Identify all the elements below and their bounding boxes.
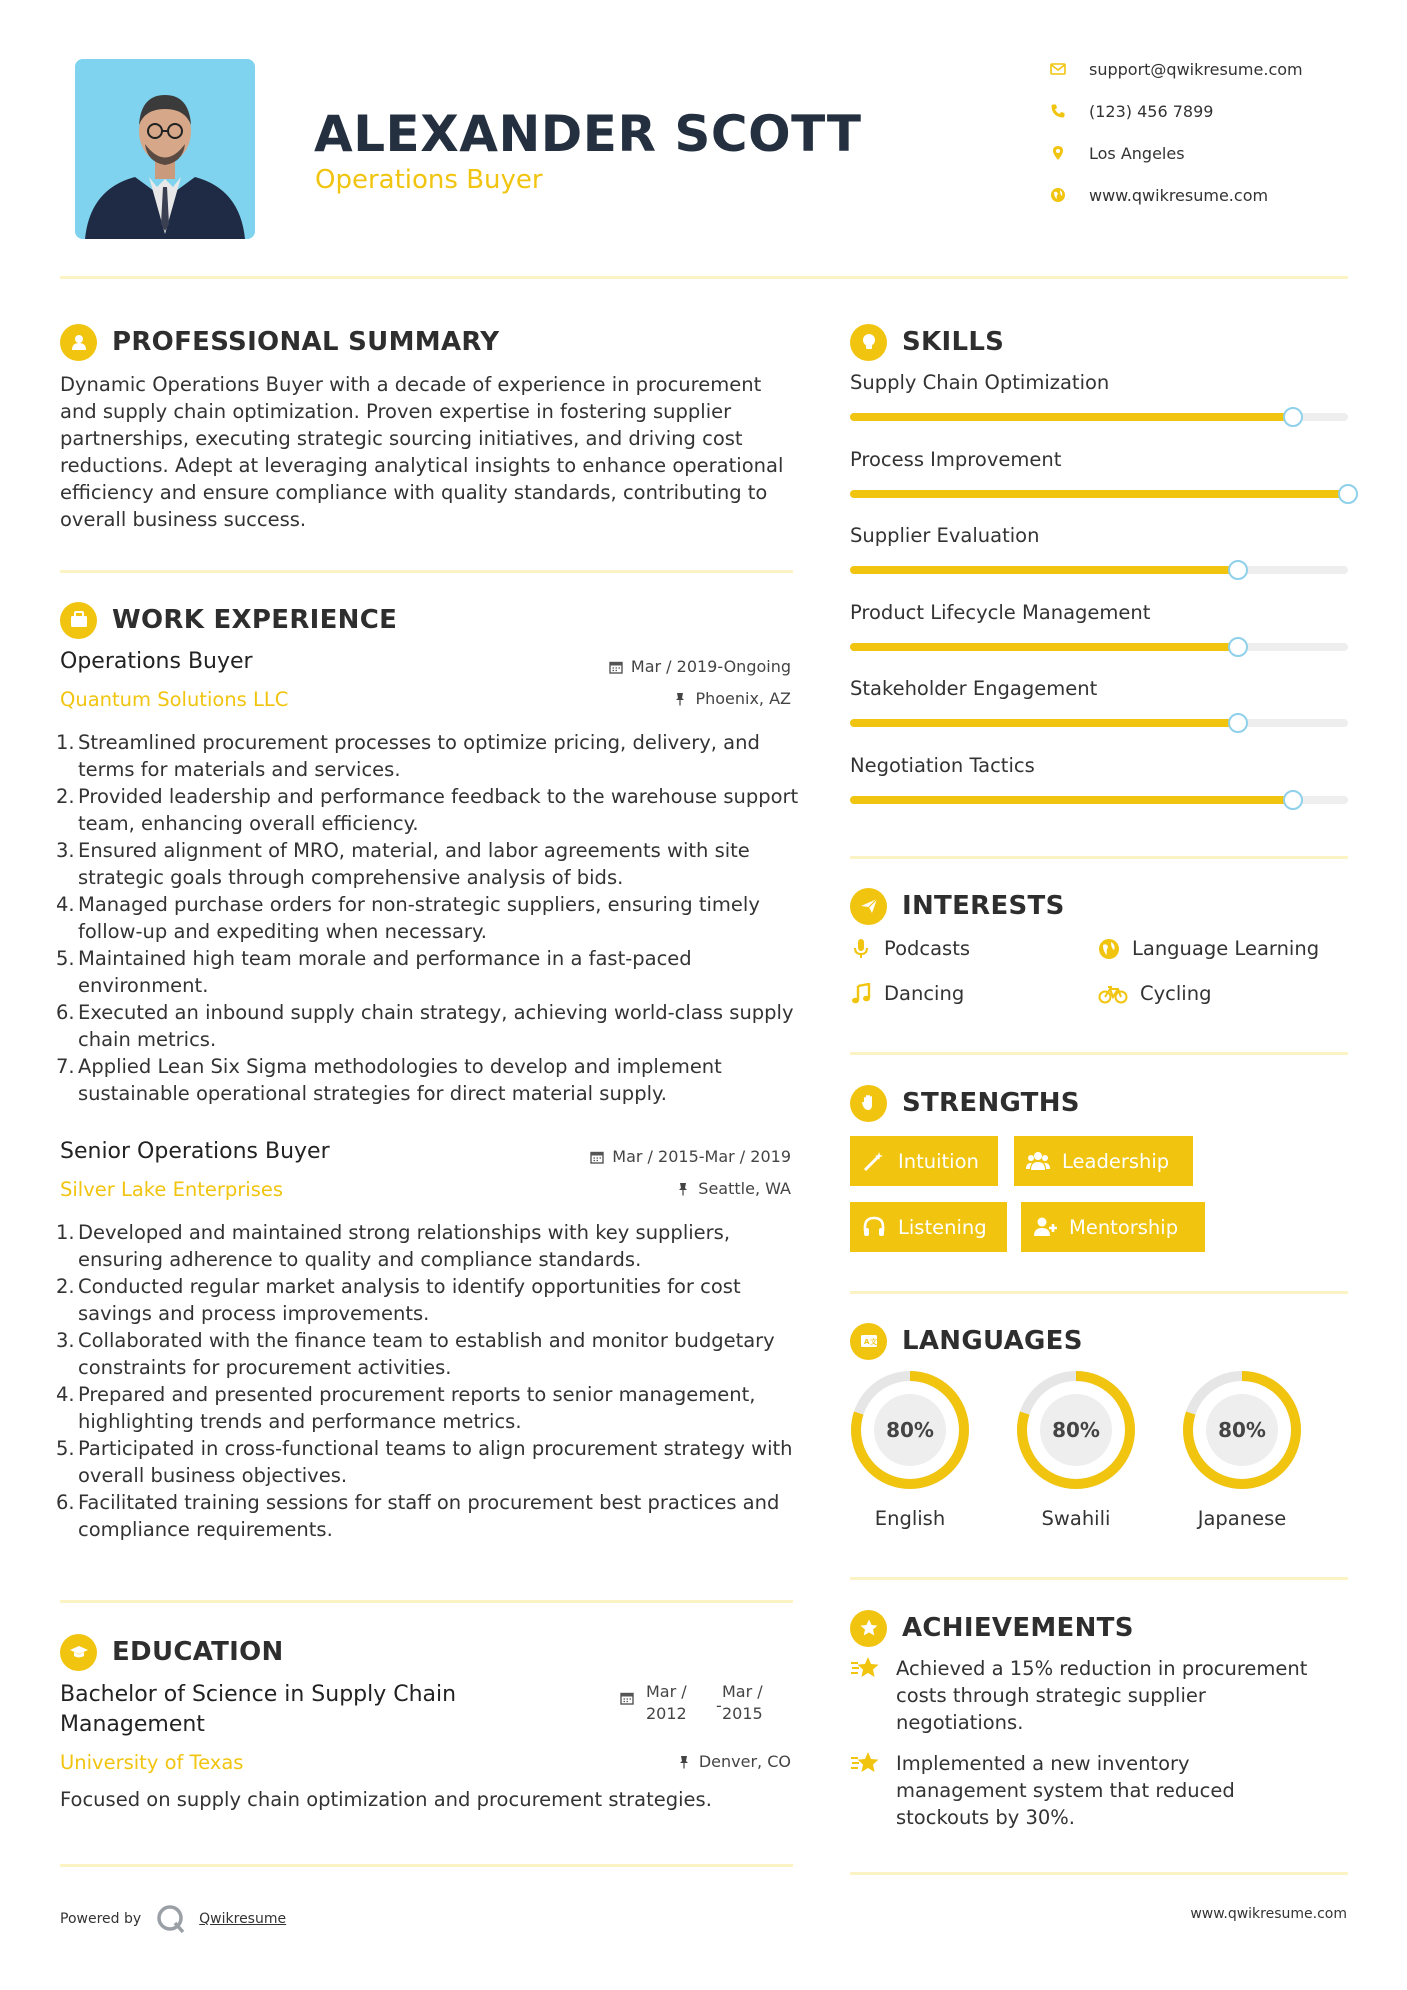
- interest-label: Cycling: [1140, 982, 1212, 1005]
- strength-label: Mentorship: [1069, 1215, 1179, 1239]
- graduation-icon: [60, 1634, 97, 1671]
- skills-heading: [850, 322, 1004, 362]
- job-date: [590, 1147, 791, 1166]
- achievement-line: Achieved a 15% reduction in procurement: [896, 1657, 1308, 1680]
- contact-email-text: support@qwikresume.com: [1089, 59, 1303, 79]
- star-icon: [850, 1610, 887, 1647]
- list-item: 3. Collaborated with the finance team to establish and monitor budgetary constraints for procurement activities.: [56, 1329, 775, 1379]
- list-item: 2. Provided leadership and performance feedback to the warehouse support team, enhancing overall efficiency.: [56, 785, 799, 835]
- interest-item: [1098, 982, 1211, 1005]
- paper-plane-icon: [850, 888, 887, 925]
- education-start-year: 2012: [646, 1704, 687, 1723]
- star-icon: [850, 1655, 880, 1683]
- list-item: 1. Developed and maintained strong relationships with key suppliers, ensuring adherence to quality and compliance standards.: [56, 1221, 731, 1271]
- summary-text: Dynamic Operations Buyer with a decade of experience in procurement and supply chain optimization. Proven expertise in fostering supplier partnerships, executing strategic sourcing initiatives, and driving cost reductions. Adept at leveraging analytical insights to enhance operational efficiency and ensure compliance with quality standards, contributing to overall business success.: [60, 373, 784, 531]
- language-name: Swahili: [1041, 1507, 1111, 1530]
- strength-chip: [1014, 1136, 1193, 1186]
- achievement-line: management system that reduced: [896, 1779, 1235, 1802]
- experience-title: WORK EXPERIENCE: [112, 605, 398, 635]
- footer-url[interactable]: www.qwikresume.com: [1190, 1906, 1347, 1922]
- job-role: Senior Operations Buyer: [60, 1139, 330, 1164]
- interests-divider: [850, 1052, 1348, 1055]
- job-bullets: [56, 1219, 805, 1543]
- language-progress-ring: [1015, 1369, 1137, 1491]
- language-percent: 80%: [1052, 1418, 1100, 1442]
- contact-website-text: www.qwikresume.com: [1089, 185, 1269, 205]
- education-divider: [60, 1864, 793, 1867]
- contact-website[interactable]: [1050, 182, 1268, 208]
- job-date-text: Mar / 2015-Mar / 2019: [612, 1147, 791, 1166]
- education-end-month: Mar /: [722, 1682, 763, 1701]
- skill-bar: [850, 490, 1348, 498]
- calendar-icon: [609, 660, 623, 674]
- achievement-text: [896, 1750, 1235, 1831]
- hand-icon: [850, 1085, 887, 1122]
- user-icon: [60, 324, 97, 361]
- globe-icon: [1098, 938, 1120, 960]
- skill-bar-fill: [850, 490, 1348, 498]
- achievements-divider: [850, 1872, 1348, 1875]
- skill-bar-fill: [850, 719, 1238, 727]
- strengths-heading: [850, 1083, 1080, 1123]
- languages-heading: [850, 1321, 1083, 1361]
- list-item: 5. Maintained high team morale and performance in a fast-paced environment.: [56, 947, 692, 997]
- globe-icon: [1050, 187, 1066, 203]
- list-item: 4. Managed purchase orders for non-strategic suppliers, ensuring timely follow-up and expediting when necessary.: [56, 893, 760, 943]
- star-icon: [850, 1750, 880, 1778]
- job-location: [676, 1179, 791, 1198]
- skill-bar-knob: [1228, 713, 1248, 733]
- pin-icon: [677, 1755, 691, 1769]
- skill-bar-fill: [850, 566, 1238, 574]
- skill-bar: [850, 796, 1348, 804]
- skill-bar: [850, 413, 1348, 421]
- achievements-heading: [850, 1608, 1134, 1648]
- job-location-text: Phoenix, AZ: [695, 689, 791, 708]
- user-plus-icon: [1033, 1216, 1057, 1238]
- summary-divider: [60, 570, 793, 573]
- achievement-text: [896, 1655, 1307, 1736]
- education-title: EDUCATION: [112, 1637, 284, 1667]
- skill-bar-knob: [1228, 560, 1248, 580]
- strength-chip: [850, 1136, 998, 1186]
- job-company: Silver Lake Enterprises: [60, 1178, 284, 1201]
- skill-bar-knob: [1228, 637, 1248, 657]
- interest-item: [850, 982, 964, 1005]
- job-company: Quantum Solutions LLC: [60, 688, 289, 711]
- skills-title: SKILLS: [902, 327, 1005, 357]
- achievement-item: [850, 1750, 1350, 1831]
- svg-text:A: A: [863, 1338, 869, 1346]
- skill-bar-fill: [850, 643, 1238, 651]
- interest-label: Dancing: [884, 982, 965, 1005]
- education-date-dash: -: [716, 1696, 722, 1715]
- job-date-text: Mar / 2019-Ongoing: [630, 657, 791, 676]
- experience-divider: [60, 1600, 793, 1603]
- contact-location: [1050, 140, 1185, 166]
- job-location-text: Seattle, WA: [698, 1179, 791, 1198]
- interest-label: Podcasts: [884, 937, 971, 960]
- skill-label: Supply Chain Optimization: [850, 371, 1110, 394]
- list-item: 3. Ensured alignment of MRO, material, and labor agreements with site strategic goals through comprehensive analysis of bids.: [56, 839, 750, 889]
- pin-icon: [673, 692, 687, 706]
- list-item: 6. Executed an inbound supply chain strategy, achieving world-class supply chain metrics.: [56, 1001, 794, 1051]
- strength-chip: [1021, 1202, 1205, 1252]
- briefcase-icon: [60, 602, 97, 639]
- achievement-item: [850, 1655, 1350, 1736]
- language-name: Japanese: [1197, 1507, 1287, 1530]
- education-heading: [60, 1632, 284, 1672]
- lightbulb-icon: [850, 324, 887, 361]
- interests-heading: [850, 886, 1065, 926]
- powered-by: [60, 1903, 286, 1935]
- list-item: 2. Conducted regular market analysis to identify opportunities for cost savings and process improvements.: [56, 1275, 741, 1325]
- skill-bar: [850, 643, 1348, 651]
- music-note-icon: [850, 983, 872, 1005]
- degree-line-2: Management: [60, 1712, 205, 1737]
- strengths-divider: [850, 1291, 1348, 1294]
- job-bullets: [56, 729, 805, 1107]
- calendar-icon: [620, 1690, 636, 1706]
- list-item: 1. Streamlined procurement processes to optimize pricing, delivery, and terms for materials and services.: [56, 731, 760, 781]
- list-item: 4. Prepared and presented procurement reports to senior management, highlighting trends and performance metrics.: [56, 1383, 756, 1433]
- strength-label: Intuition: [898, 1149, 979, 1173]
- contact-location-text: Los Angeles: [1089, 143, 1185, 163]
- skill-bar-fill: [850, 796, 1293, 804]
- achievement-line: negotiations.: [896, 1711, 1024, 1734]
- phone-icon: [1050, 103, 1066, 119]
- education-description: Focused on supply chain optimization and procurement strategies.: [60, 1788, 712, 1811]
- strengths-title: STRENGTHS: [902, 1088, 1080, 1118]
- candidate-title: Operations Buyer: [315, 165, 543, 195]
- candidate-name: ALEXANDER SCOTT: [314, 105, 862, 163]
- job-location: [673, 689, 791, 708]
- skill-label: Process Improvement: [850, 447, 1062, 471]
- language-icon: [850, 1323, 887, 1360]
- interests-title: INTERESTS: [902, 891, 1065, 921]
- language-progress-ring: [849, 1369, 971, 1491]
- skill-bar: [850, 719, 1348, 727]
- job-role: Operations Buyer: [60, 649, 253, 674]
- bicycle-icon: [1098, 983, 1128, 1005]
- achievements-title: ACHIEVEMENTS: [902, 1613, 1134, 1643]
- language-progress-ring: [1181, 1369, 1303, 1491]
- microphone-icon: [850, 938, 872, 960]
- achievement-line: stockouts by 30%.: [896, 1806, 1076, 1829]
- contact-phone-text: (123) 456 7899: [1089, 101, 1214, 121]
- contact-phone[interactable]: [1050, 98, 1213, 124]
- contact-email[interactable]: [1050, 56, 1303, 82]
- header-divider: [60, 276, 1348, 279]
- languages-title: LANGUAGES: [902, 1326, 1083, 1356]
- language-percent: 80%: [886, 1418, 934, 1442]
- achievement-line: costs through strategic supplier: [896, 1684, 1206, 1707]
- map-pin-icon: [1050, 145, 1066, 161]
- education-location: [677, 1752, 791, 1771]
- strength-chip: [850, 1202, 1007, 1252]
- education-start-month: Mar /: [646, 1682, 687, 1701]
- degree-line-1: Bachelor of Science in Supply Chain: [60, 1682, 457, 1707]
- job-date: [609, 657, 791, 676]
- pin-icon: [676, 1182, 690, 1196]
- experience-heading: [60, 600, 397, 640]
- language-percent: 80%: [1218, 1418, 1266, 1442]
- school-name: University of Texas: [60, 1751, 244, 1774]
- interest-label: Language Learning: [1132, 937, 1320, 960]
- qwikresume-link[interactable]: Qwikresume: [199, 1911, 287, 1927]
- summary-title: PROFESSIONAL SUMMARY: [112, 327, 500, 357]
- envelope-icon: [1050, 61, 1066, 77]
- skill-bar: [850, 566, 1348, 574]
- magic-wand-icon: [862, 1150, 886, 1172]
- education-location-text: Denver, CO: [698, 1752, 791, 1771]
- skill-bar-fill: [850, 413, 1293, 421]
- interest-item: [850, 937, 970, 960]
- svg-text:文: 文: [869, 1338, 877, 1346]
- list-item: 7. Applied Lean Six Sigma methodologies to develop and implement sustainable operational strategies for direct material supply.: [56, 1055, 722, 1105]
- skill-bar-knob: [1283, 790, 1303, 810]
- skill-label: Negotiation Tactics: [850, 753, 1035, 777]
- skill-label: Product Lifecycle Management: [850, 600, 1151, 624]
- calendar-icon: [590, 1150, 604, 1164]
- languages-divider: [850, 1577, 1348, 1580]
- users-icon: [1026, 1150, 1050, 1172]
- headphones-icon: [862, 1216, 886, 1238]
- language-name: English: [874, 1507, 946, 1530]
- strength-label: Leadership: [1062, 1149, 1170, 1173]
- skill-bar-knob: [1338, 484, 1358, 504]
- skill-label: Supplier Evaluation: [850, 524, 1040, 547]
- powered-by-label: Powered by: [60, 1911, 142, 1927]
- skill-bar-knob: [1283, 407, 1303, 427]
- strength-label: Listening: [898, 1215, 987, 1239]
- skill-label: Stakeholder Engagement: [850, 677, 1098, 700]
- education-end-year: 2015: [722, 1704, 763, 1723]
- list-item: 5. Participated in cross-functional teams to align procurement strategy with overall business objectives.: [56, 1437, 793, 1487]
- summary-heading: [60, 322, 499, 362]
- profile-photo: [75, 59, 255, 239]
- list-item: 6. Facilitated training sessions for staff on procurement best practices and compliance requirements.: [56, 1491, 780, 1541]
- skills-divider: [850, 856, 1348, 859]
- achievement-line: Implemented a new inventory: [896, 1752, 1190, 1775]
- interest-item: [1098, 937, 1319, 960]
- qwikresume-logo-icon: [155, 1903, 187, 1935]
